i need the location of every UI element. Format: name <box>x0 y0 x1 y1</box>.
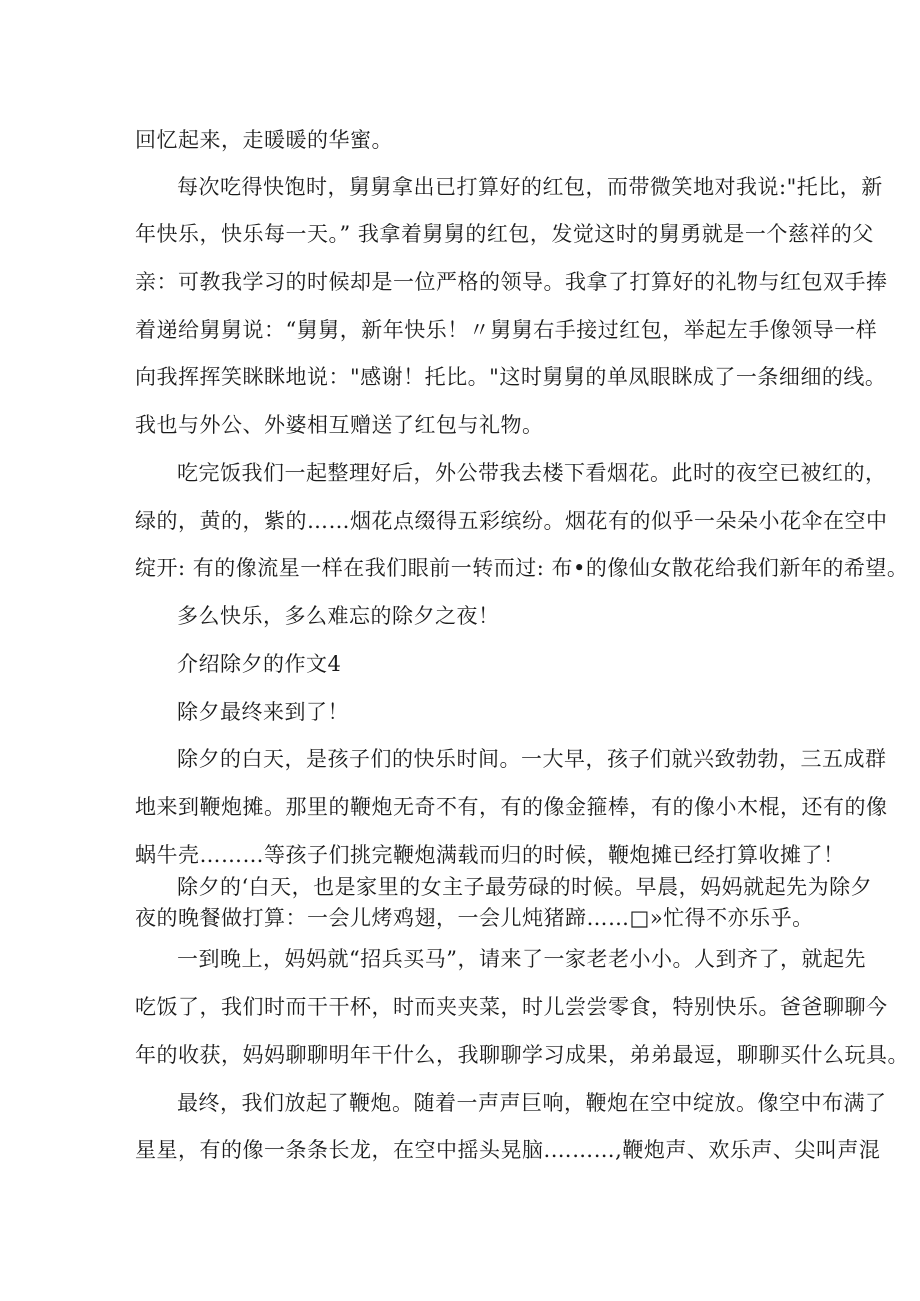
text-line: 一到晚上，妈妈就“招兵买马”，请来了一家老老小小。人到齐了，就起先 <box>177 947 866 971</box>
text-line: 亲：可教我学习的时候却是一位严格的领导。我拿了打算好的礼物与红包双手捧 <box>135 270 888 294</box>
text-line: 着递给舅舅说：“舅舅，新年快乐！〃舅舅右手接过红包，举起左手像领导一样 <box>135 318 878 342</box>
text-line: 绿的，黄的，紫的……烟花点缀得五彩缤纷。烟花有的似乎一朵朵小花伞在空中 <box>135 509 888 533</box>
text-line: 星星，有的像一条条长龙，在空中摇头晃脑.………,鞭炮声、欢乐声、尖叫声混 <box>135 1138 881 1162</box>
text-line: 多么快乐，多么难忘的除夕之夜！ <box>177 604 500 628</box>
text-line: 吃完饭我们一起整理好后，外公带我去楼下看烟花。此时的夜空已被红的， <box>177 461 887 485</box>
text-line: 向我挥挥笑眯眯地说："感谢！托比。"这时舅舅的单凤眼眯成了一条细细的线。 <box>135 365 887 389</box>
text-line: 吃饭了，我们时而干干杯，时而夹夹菜，时儿尝尝零食，特别快乐。爸爸聊聊今 <box>135 995 888 1019</box>
text-line: 最终，我们放起了鞭炮。随着一声声巨响，鞭炮在空中绽放。像空中布满了 <box>177 1091 887 1115</box>
text-line: 我也与外公、外婆相互赠送了红包与礼物。 <box>135 413 544 437</box>
text-line: 除夕最终来到了！ <box>177 700 349 724</box>
text-line: 每次吃得快饱时，舅舅拿出已打算好的红包，而带微笑地对我说:"托比，新 <box>177 175 883 199</box>
text-line: 除夕的‘白天，也是家里的女主子最劳碌的时候。早晨，妈妈就起先为除夕 <box>177 875 873 899</box>
text-line: 年快乐，快乐每一天。” 我拿着舅舅的红包，发觉这时的舅勇就是一个慈祥的父 <box>135 222 874 246</box>
text-line: 回忆起来，走暖暖的华蜜。 <box>135 128 393 152</box>
text-line: 除夕的白天，是孩子们的快乐时间。一大早，孩子们就兴致勃勃，三五成群 <box>177 747 887 771</box>
text-line: 绽开: 有的像流星一样在我们眼前一转而过: 布•的像仙女散花给我们新年的希望。 <box>135 556 909 580</box>
text-line: 年的收获，妈妈聊聊明年干什么，我聊聊学习成果，弟弟最逗，聊聊买什么玩具。 <box>135 1043 909 1067</box>
text-line: 夜的晚餐做打算：一会儿烤鸡翅，一会儿炖猪蹄……□»忙得不亦乐乎。 <box>135 906 814 930</box>
text-line: 蜗牛壳………等孩子们挑完鞭炮满载而归的时候，鞭炮摊已经打算收摊了！ <box>135 843 845 867</box>
section-heading: 介绍除夕的作文4 <box>177 652 342 676</box>
text-line: 地来到鞭炮摊。那里的鞭炮无奇不有，有的像金箍棒，有的像小木棍，还有的像 <box>135 795 888 819</box>
